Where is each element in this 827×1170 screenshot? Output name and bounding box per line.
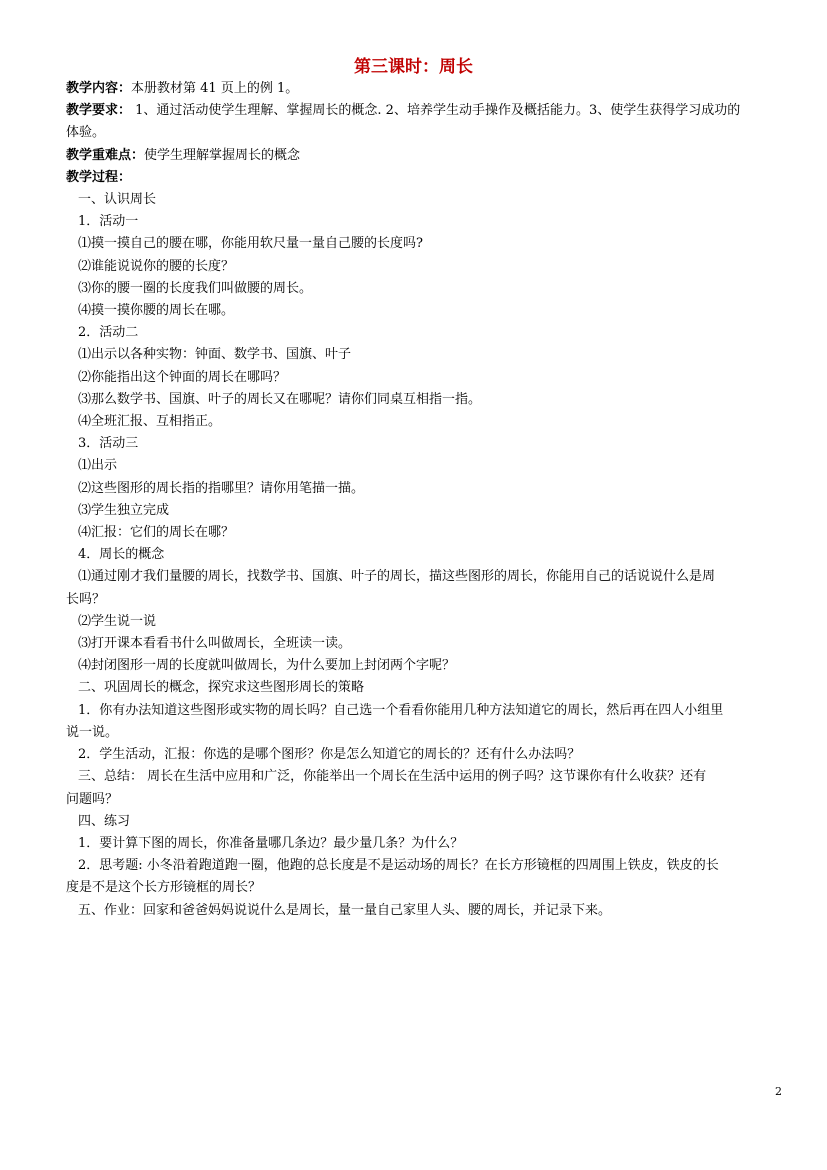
activity-step: ⑵你能指出这个钟面的周长在哪吗？: [78, 369, 287, 385]
key-points-row: [66, 145, 792, 167]
exercise-item-continued: 度是不是这个长方形镜框的周长？: [66, 880, 262, 896]
activity-step: ⑴通过刚才我们量腰的周长，找数学书、国旗、叶子的周长，描这些图形的周长，你能用自己的话说说什么是周: [78, 569, 716, 585]
activity-step: ⑵谁能说说你的腰的长度？: [78, 258, 235, 274]
teaching-goals-text: 1、通过活动使学生理解、掌握周长的概念. 2、培养学生动手操作及概括能力。3、使学生获得学习成功的: [131, 103, 741, 119]
practice-item: 2．学生活动，汇报：你选的是哪个图形？你是怎么知道它的周长的？还有什么办法吗？: [78, 747, 581, 763]
teaching-content-label: 教学内容：: [66, 81, 132, 96]
activity-step: ⑴出示以各种实物：钟面、数学书、国旗、叶子: [78, 347, 352, 363]
activity-step: ⑶学生独立完成: [78, 502, 170, 518]
activity-heading: 3．活动三: [78, 436, 139, 452]
exercise-item: 1．要计算下图的周长，你准备量哪几条边？最少量几条？为什么？: [78, 835, 464, 851]
activity-step: ⑶你的腰一圈的长度我们叫做腰的周长。: [78, 280, 313, 296]
teaching-content-row: [66, 78, 792, 100]
activity-step: ⑷摸一摸你腰的周长在哪。: [78, 303, 235, 319]
section-heading: 二、巩固周长的概念，探究求这些图形周长的策略: [78, 680, 365, 696]
section-heading: 一、认识周长: [78, 192, 157, 208]
section-heading: 四、练习: [78, 813, 131, 829]
teaching-goals-continued: 体验。: [66, 125, 106, 141]
practice-item-continued: 说一说。: [66, 724, 119, 740]
activity-step: ⑴摸一摸自己的腰在哪，你能用软尺量一量自己腰的长度吗?: [78, 236, 423, 252]
teaching-content-text: 本册教材第 41 页上的例 1。: [131, 81, 299, 96]
activity-step: ⑵这些图形的周长指的指哪里？请你用笔描一描。: [78, 480, 365, 496]
activity-step: ⑶那么数学书、国旗、叶子的周长又在哪呢？请你们同桌互相指一指。: [78, 391, 482, 407]
lesson-content: [66, 78, 792, 922]
section-heading: 三、总结： 周长在生活中应用和广泛，你能举出一个周长在生活中运用的例子吗？这节课你有什么收获？还有: [78, 769, 707, 785]
exercise-item: 2．思考题: 小冬沿着跑道跑一圈，他跑的总长度是不是运动场的周长？在长方形镜框的四周围上铁皮，铁皮的长: [78, 858, 719, 874]
activity-step: ⑷全班汇报、互相指正。: [78, 414, 222, 430]
activity-step: ⑵学生说一说: [78, 613, 157, 629]
activity-step: ⑷汇报：它们的周长在哪？: [78, 525, 235, 541]
page-number: 2: [775, 1085, 782, 1098]
activity-heading: 2．活动二: [78, 325, 139, 341]
section-heading: 五、作业：回家和爸爸妈妈说说什么是周长，量一量自己家里人头、腰的周长，并记录下来。: [78, 902, 612, 918]
activity-heading: 1．活动一: [78, 214, 139, 230]
key-points-text: 使学生理解掌握周长的概念: [144, 147, 301, 163]
key-points-label: 教学重难点：: [66, 147, 145, 163]
teaching-goals-row: [66, 100, 792, 122]
page-title: 第三课时：周长: [354, 57, 473, 77]
process-label: 教学过程：: [66, 169, 132, 185]
summary-continued: 问题吗？: [66, 791, 119, 807]
activity-step-continued: 长吗？: [66, 591, 106, 607]
practice-item: 1．你有办法知道这些图形或实物的周长吗？自己选一个看看你能用几种方法知道它的周长，然后再在四人小组里: [78, 702, 724, 718]
activity-step: ⑴出示: [78, 458, 118, 474]
activity-heading: 4．周长的概念: [78, 547, 165, 563]
activity-step: ⑷封闭图形一周的长度就叫做周长，为什么要加上封闭两个字呢？: [78, 658, 456, 674]
activity-step: ⑶打开课本看看书什么叫做周长，全班读一读。: [78, 636, 352, 652]
teaching-goals-label: 教学要求：: [66, 103, 132, 119]
